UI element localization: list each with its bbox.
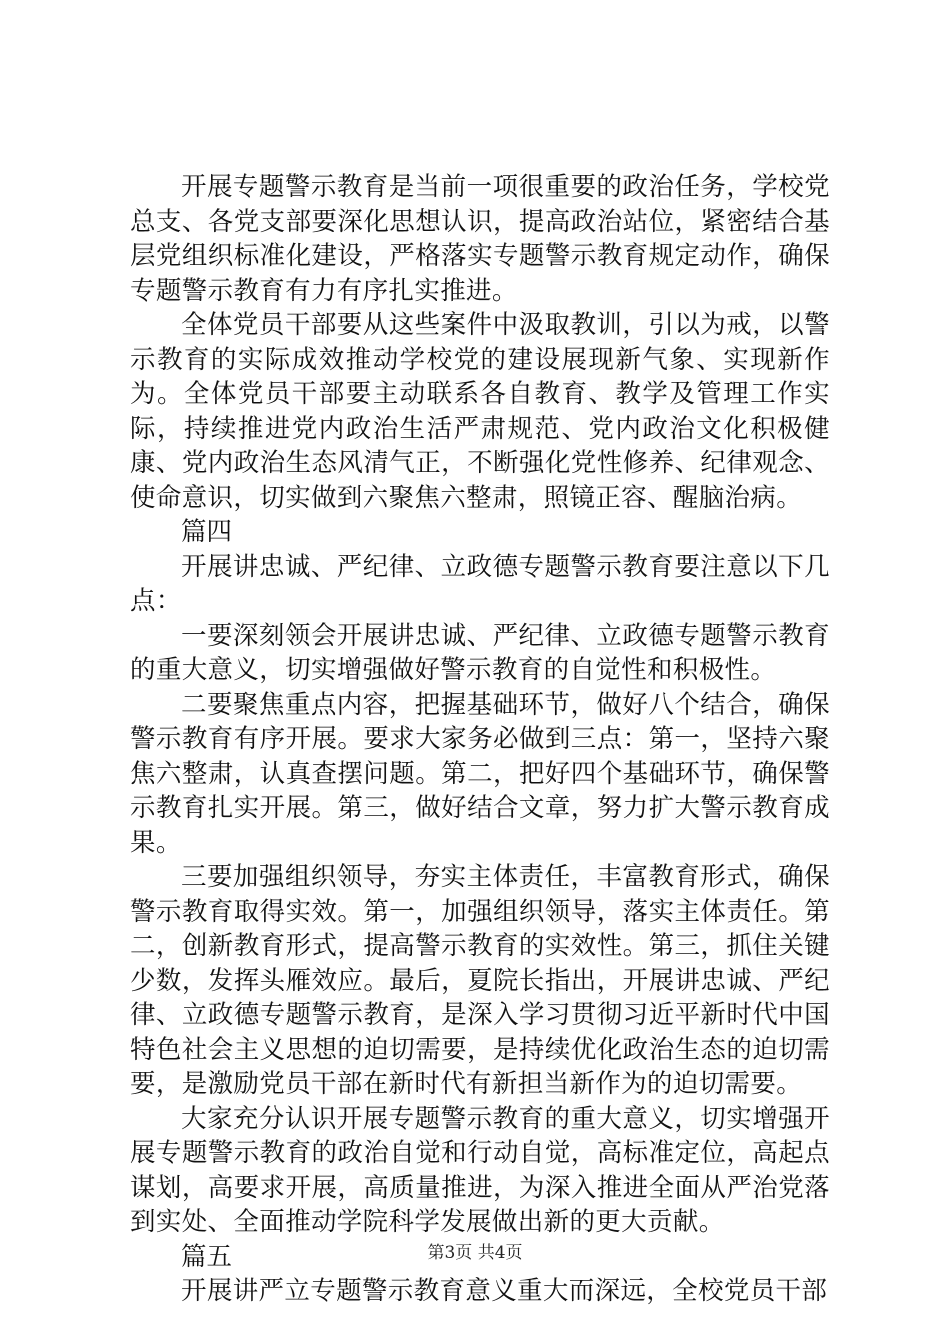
paragraph: 全体党员干部要从这些案件中汲取教训，引以为戒，以警示教育的实际成效推动学校党的建设展现新气象、实现新作为。全体党员干部要主动联系各自教育、教学及管理工作实际，持续推进党内政治生活严肃规范、党内政治文化积极健康、党内政治生态风清气正，不断强化党性修养、纪律观念、使命意识，切实做到六聚焦六整肃，照镜正容、醒脑治病。 xyxy=(130,310,830,513)
paragraph: 开展讲严立专题警示教育意义重大而深远，全校党员干部 xyxy=(181,1276,828,1306)
paragraph: 一要深刻领会开展讲忠诚、严纪律、立政德专题警示教育的重大意义，切实增强做好警示教育的自觉性和积极性。 xyxy=(130,620,830,685)
section-heading: 篇五 xyxy=(181,1241,233,1272)
page-number-footer: 第3页 共4页 xyxy=(427,1243,523,1263)
paragraph: 大家充分认识开展专题警示教育的重大意义，切实增强开展专题警示教育的政治自觉和行动自觉，高标准定位，高起点谋划，高要求开展，高质量推进，为深入推进全面从严治党落到实处、全面推动学院科学发展做出新的更大贡献。 xyxy=(130,1103,830,1237)
paragraph: 二要聚焦重点内容，把握基础环节，做好八个结合，确保警示教育有序开展。要求大家务必做到三点：第一，坚持六聚焦六整肃，认真查摆问题。第二，把好四个基础环节，确保警示教育扎实开展。第三，做好结合文章，努力扩大警示教育成果。 xyxy=(130,689,830,858)
paragraph: 开展专题警示教育是当前一项很重要的政治任务，学校党总支、各党支部要深化思想认识，提高政治站位，紧密结合基层党组织标准化建设，严格落实专题警示教育规定动作，确保专题警示教育有力有序扎实推进。 xyxy=(130,172,830,306)
document-body xyxy=(130,170,830,1309)
section-heading: 篇四 xyxy=(181,517,233,547)
paragraph: 三要加强组织领导，夯实主体责任，丰富教育形式，确保警示教育取得实效。第一，加强组织领导，落实主体责任。第二，创新教育形式，提高警示教育的实效性。第三，抓住关键少数，发挥头雁效应。最后，夏院长指出，开展讲忠诚、严纪律、立政德专题警示教育，是深入学习贯彻习近平新时代中国特色社会主义思想的迫切需要，是持续优化政治生态的迫切需要，是激励党员干部在新时代有新担当新作为的迫切需要。 xyxy=(130,862,830,1099)
paragraph: 开展讲忠诚、严纪律、立政德专题警示教育要注意以下几点： xyxy=(130,551,830,616)
